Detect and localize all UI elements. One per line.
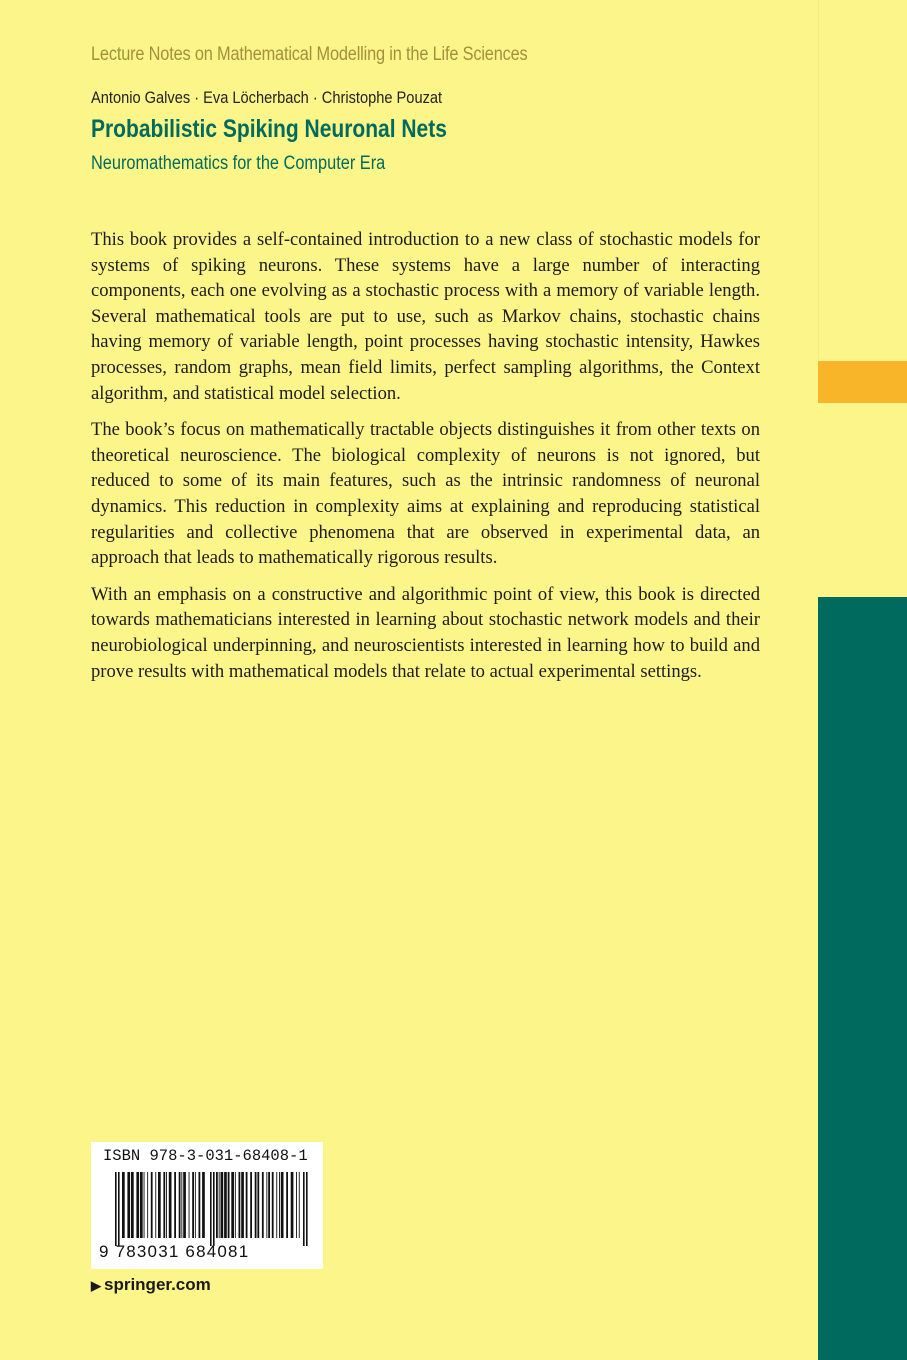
barcode-bar bbox=[166, 1172, 167, 1238]
barcode-box bbox=[91, 1142, 323, 1269]
barcode-bar bbox=[257, 1172, 259, 1238]
barcode-bar bbox=[202, 1172, 205, 1238]
barcode-bar bbox=[279, 1172, 280, 1238]
barcode-bar bbox=[216, 1172, 218, 1238]
spine-stripe-top bbox=[818, 0, 907, 361]
barcode-bar bbox=[219, 1172, 220, 1238]
publisher-link[interactable] bbox=[91, 1275, 211, 1295]
barcode-bar bbox=[268, 1172, 270, 1238]
barcode-guard-bar bbox=[213, 1172, 215, 1246]
barcode-guard-bar bbox=[115, 1172, 117, 1246]
barcode-bar bbox=[255, 1172, 257, 1238]
barcode-bar bbox=[281, 1172, 284, 1238]
barcode-bar bbox=[174, 1172, 176, 1238]
barcode-bar bbox=[195, 1172, 196, 1238]
triangle-right-icon: ▶ bbox=[91, 1278, 101, 1293]
barcode-bar bbox=[262, 1172, 264, 1238]
series-title: Lecture Notes on Mathematical Modelling in the Life Sciences bbox=[91, 44, 528, 65]
barcode-bar bbox=[151, 1172, 153, 1238]
barcode-bar bbox=[221, 1172, 224, 1238]
barcode-bar bbox=[291, 1172, 294, 1238]
barcode-bar bbox=[155, 1172, 156, 1238]
blurb bbox=[91, 227, 760, 695]
barcode-bar bbox=[266, 1172, 267, 1238]
barcode-bar bbox=[158, 1172, 161, 1238]
barcode-bar bbox=[131, 1172, 134, 1238]
book-subtitle: Neuromathematics for the Computer Era bbox=[91, 153, 386, 174]
spine-stripe-orange bbox=[818, 361, 907, 403]
barcode-guard-bar bbox=[210, 1172, 212, 1246]
barcode-bar bbox=[299, 1172, 300, 1238]
barcode-bar bbox=[189, 1172, 190, 1238]
barcode-bar bbox=[192, 1172, 194, 1238]
barcode-bar bbox=[239, 1172, 241, 1238]
barcode-bar bbox=[231, 1172, 234, 1238]
book-title: Probabilistic Spiking Neuronal Nets bbox=[91, 115, 447, 143]
barcode-bar bbox=[169, 1172, 172, 1238]
barcode-bar bbox=[183, 1172, 186, 1238]
blurb-paragraph: The book’s focus on mathematically tractable objects distinguishes it from other texts on theoretical neuroscience. The biological complexity of neurons is not ignored, but reduced to some of its main features, such as the intrinsic randomness of neuronal dynamics. This reduction in complexity aims at explaining and reproducing statistical regularities and collective phenomena that are observed in experimental data, an approach that leads to mathematically rigorous results. bbox=[91, 419, 760, 569]
barcode-bar bbox=[122, 1172, 125, 1238]
barcode-bar bbox=[296, 1172, 297, 1238]
barcode-bar bbox=[144, 1172, 145, 1238]
barcode-bar bbox=[235, 1172, 236, 1238]
barcode-bar bbox=[272, 1172, 274, 1238]
blurb-paragraph: With an emphasis on a constructive and algorithmic point of view, this book is directed towards mathematicians interested in learning about stochastic network models and their neurobiological underpinning, and neuroscientists interested in learning how to build and prove results with mathematical models that relate to actual experimental settings. bbox=[91, 583, 760, 682]
barcode-bar bbox=[181, 1172, 182, 1238]
barcode-bar bbox=[140, 1172, 143, 1238]
barcode-bar bbox=[250, 1172, 252, 1238]
barcode-bar bbox=[199, 1172, 201, 1238]
barcode-bar bbox=[286, 1172, 288, 1238]
barcode-bar bbox=[246, 1172, 248, 1238]
spine-stripe-teal bbox=[818, 597, 907, 1360]
authors: Antonio Galves · Eva Löcherbach · Christophe Pouzat bbox=[91, 88, 443, 107]
barcode-bar bbox=[241, 1172, 244, 1238]
barcode-digits: 9 783031 684081 bbox=[99, 1242, 250, 1261]
spine-stripe-middle bbox=[818, 403, 907, 597]
barcode-bar bbox=[163, 1172, 165, 1238]
barcode-bar bbox=[179, 1172, 181, 1238]
barcode-guard-bar bbox=[306, 1172, 308, 1246]
blurb-paragraph: This book provides a self-contained introduction to a new class of stochastic models for systems of spiking neurons. These systems have a large number of interacting components, each one evolving as a stochastic process with a memory of variable length. Several mathematical tools are put to use, such as Markov chains, stochastic chains having memory of variable length, point processes having stochastic intensity, Hawkes processes, random graphs, mean field limits, perfect sampling algorithms, the Context algorithm, and statistical model selection. bbox=[91, 229, 760, 404]
barcode-bar bbox=[127, 1172, 130, 1238]
barcode-bar bbox=[147, 1172, 148, 1238]
isbn-text: ISBN 978-3-031-68408-1 bbox=[103, 1147, 308, 1165]
barcode-bar bbox=[228, 1172, 230, 1238]
barcode-guard-bar bbox=[303, 1172, 305, 1246]
barcode-guard-bar bbox=[118, 1172, 120, 1246]
barcode-bar bbox=[224, 1172, 227, 1238]
barcode-bar bbox=[136, 1172, 139, 1238]
publisher-label: springer.com bbox=[104, 1275, 211, 1294]
barcode-bar bbox=[276, 1172, 277, 1238]
